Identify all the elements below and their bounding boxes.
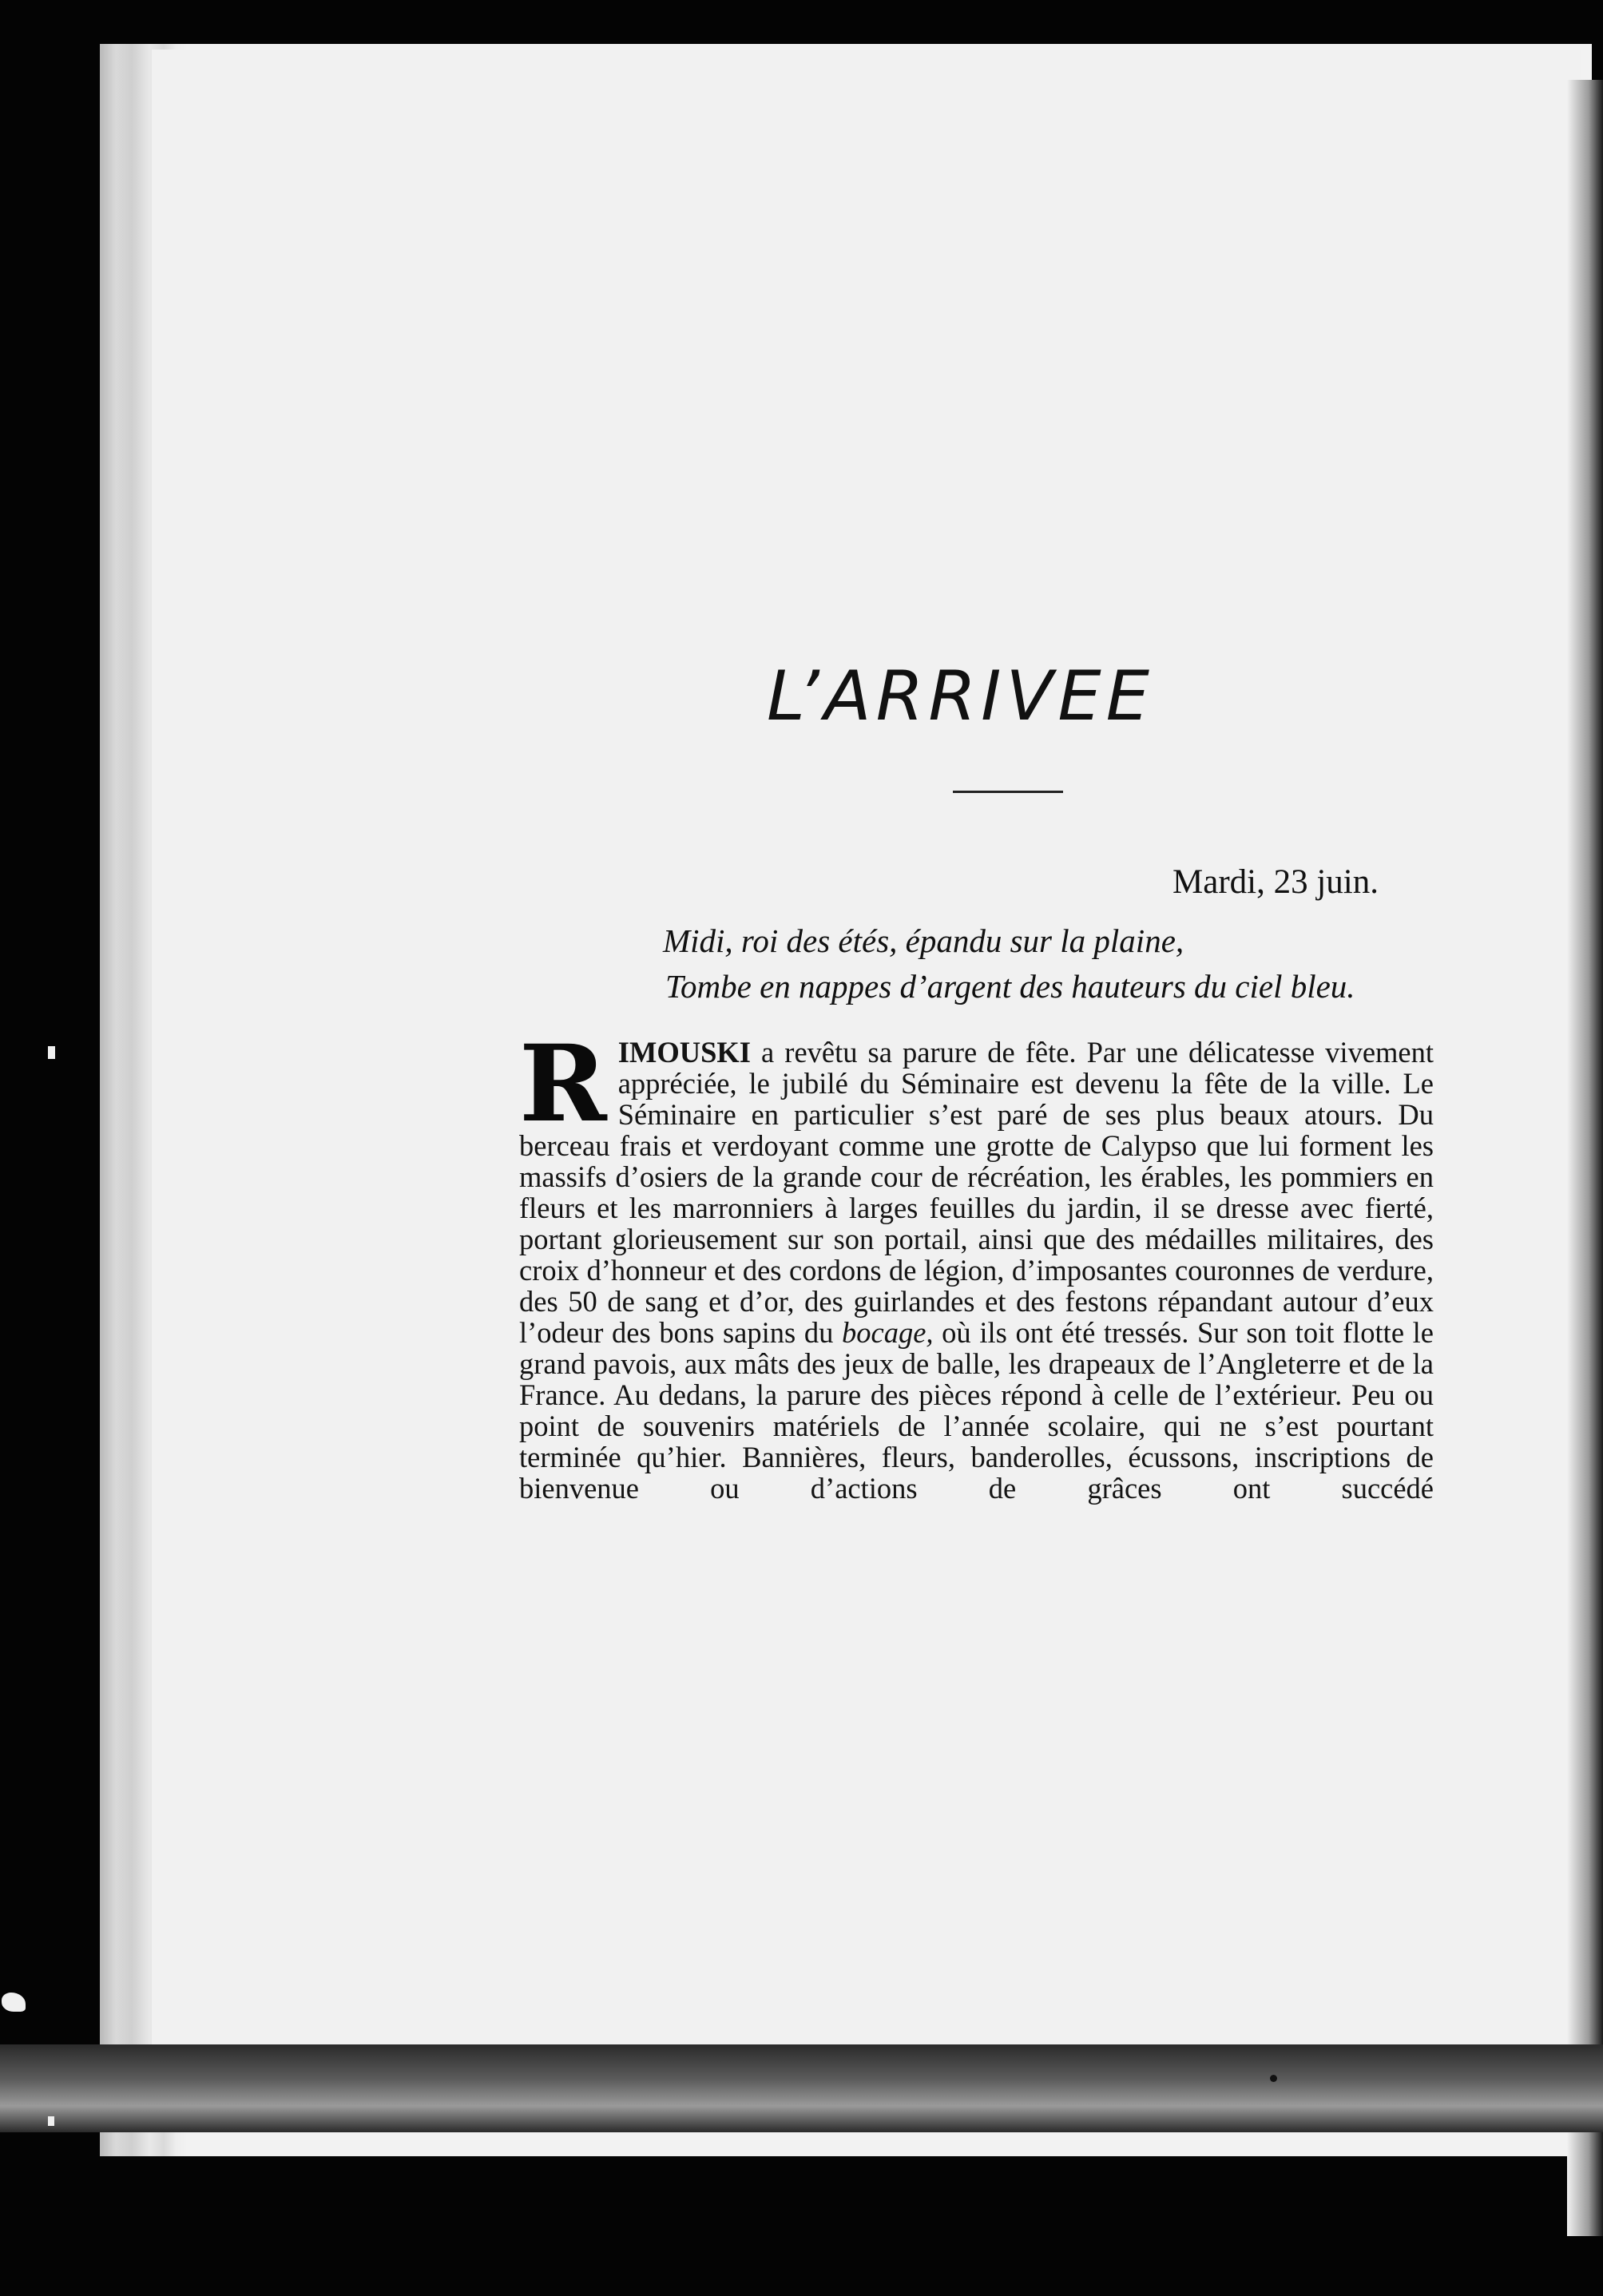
- paragraph-body: a revêtu sa parure de fête. Par une délicatesse vivement appréciée, le jubilé du Séminaire est devenu la fête de la ville. Le Séminaire en particulier s’est paré de ses plus beaux atours. Du berceau frais et verdoyant comme une grotte de Calypso que lui forment les massifs d’osiers de la grande cour de récréation, les érables, les pommiers en fleurs et les marronniers à larges feuilles du jardin, il se dresse avec fierté, portant glorieusement sur son portail, ainsi que des médailles militaires, des croix d’honneur et des cordons de légion, d’imposantes couronnes de verdure, des 50 de sang et d’or, des guirlandes et des festons répandant autour d’eux l’odeur des bons sapins du: [519, 1036, 1434, 1349]
- page-bottom-edge: [0, 2044, 1603, 2132]
- dateline: Mardi, 23 juin.: [1172, 863, 1379, 901]
- page-dot-mark: [1270, 2075, 1277, 2082]
- scan-speck: [48, 2116, 54, 2126]
- italic-word: bocage,: [842, 1316, 934, 1349]
- scan-speck: [48, 1046, 55, 1059]
- paragraph-text: [519, 1022, 1434, 1505]
- first-word: IMOUSKI: [617, 1036, 752, 1069]
- epigraph-line-2: Tombe en nappes d’argent des hauteurs du ciel bleu.: [665, 968, 1355, 1005]
- body-paragraph: [519, 1022, 1434, 1505]
- scan-speck: [2, 1993, 26, 2012]
- epigraph-line-1: Midi, roi des étés, épandu sur la plaine,: [663, 922, 1184, 959]
- drop-cap-letter: R: [519, 1022, 607, 1146]
- paragraph-body-end: où ils ont été tressés. Sur son toit flotte le grand pavois, aux mâts des jeux de balle, les drapeaux de l’Angleterre et de la France. Au dedans, la parure des pièces répond à celle de l’extérieur. Peu ou point de souvenirs matériels de l’année scolaire, qui ne s’est pourtant terminée qu’hier. Bannières, fleurs, banderolles, écussons, inscriptions de bienvenue ou d’actions de grâces ont succédé: [519, 1316, 1434, 1505]
- chapter-title: L’ARRIVEE: [767, 656, 1155, 736]
- epigraph: [663, 918, 1541, 1009]
- title-rule: [953, 791, 1063, 793]
- page-gutter-shadow: [1567, 80, 1603, 2236]
